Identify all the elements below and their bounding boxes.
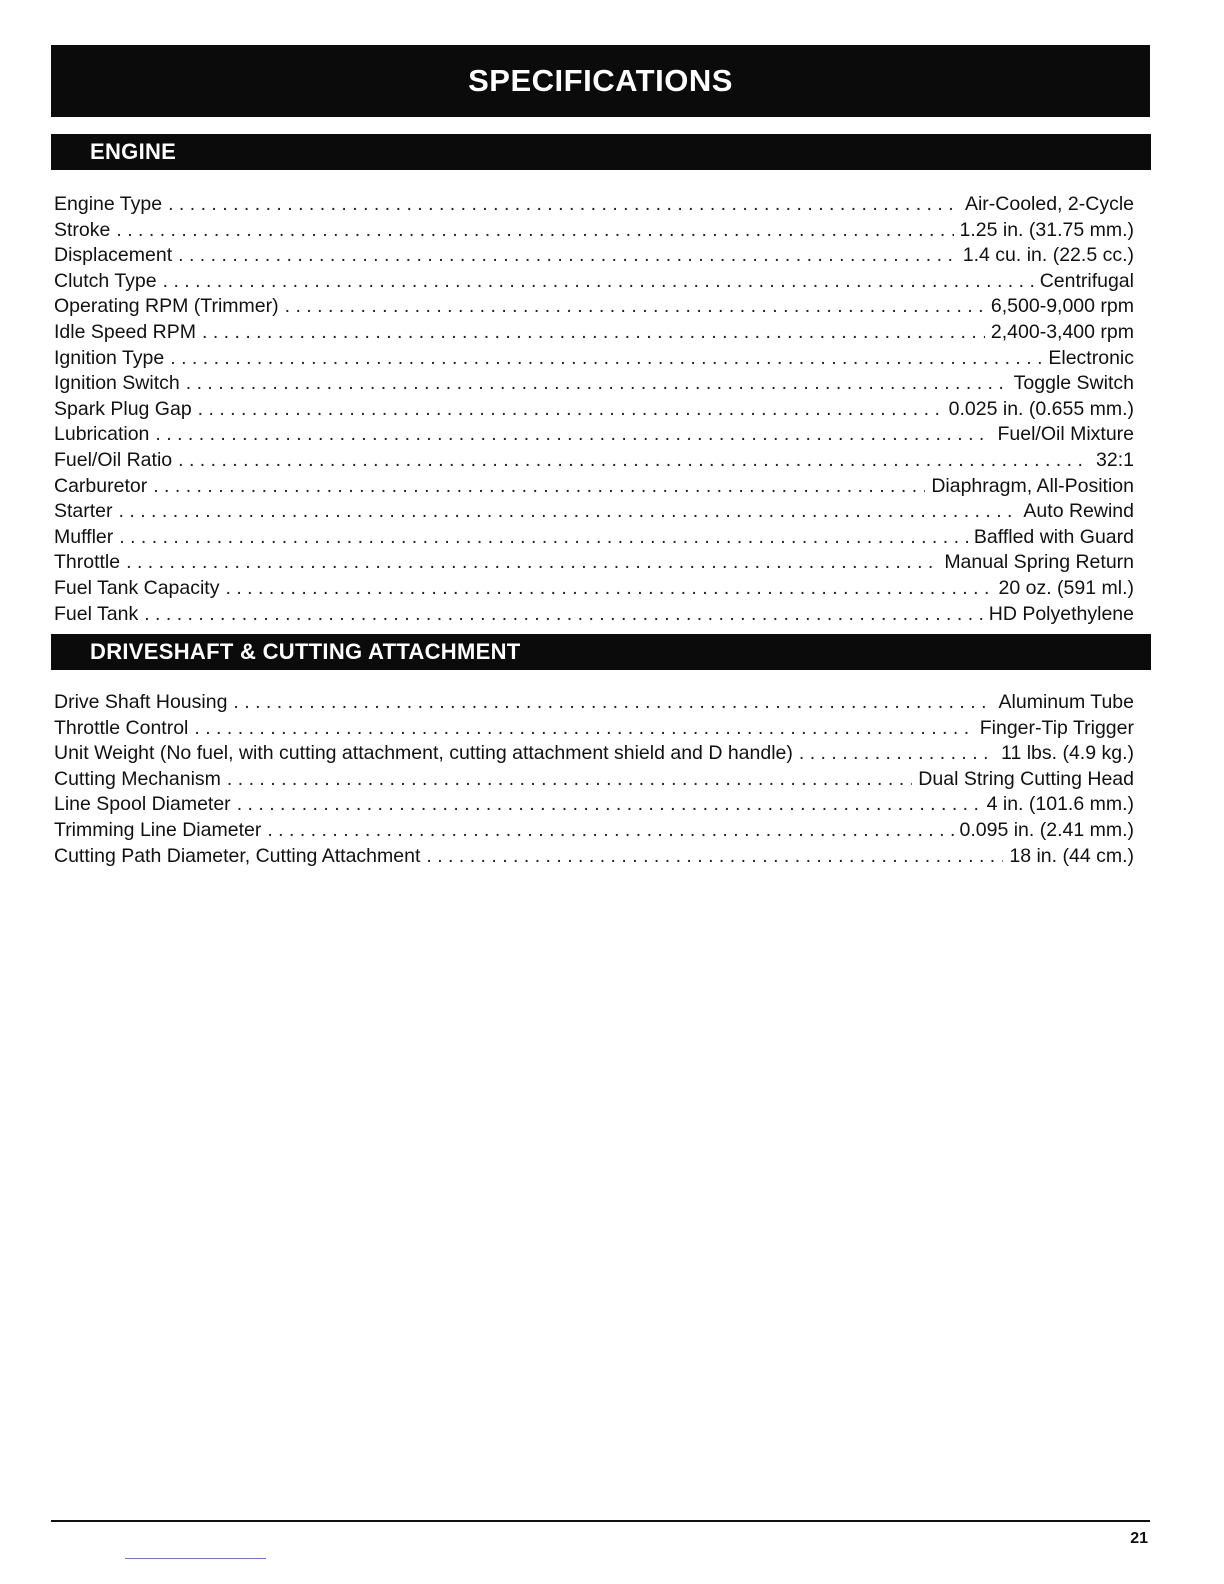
- page-title: SPECIFICATIONS: [51, 45, 1150, 117]
- dot-leader: [119, 499, 1018, 525]
- spec-label: Clutch Type: [54, 269, 157, 292]
- spec-value: Baffled with Guard: [973, 525, 1134, 548]
- dot-leader: [116, 218, 953, 244]
- dot-leader: [198, 397, 943, 423]
- spec-label: Line Spool Diameter: [54, 793, 231, 816]
- dot-leader: [237, 792, 981, 818]
- spec-row: [54, 422, 1134, 448]
- dot-leader: [426, 844, 1003, 870]
- spec-row: [54, 243, 1134, 269]
- dot-leader: [267, 818, 953, 844]
- spec-value: 1.4 cu. in. (22.5 cc.): [962, 244, 1134, 267]
- spec-label: Cutting Path Diameter, Cutting Attachment: [54, 844, 421, 867]
- spec-value: 20 oz. (591 ml.): [998, 576, 1134, 599]
- spec-row: [54, 192, 1134, 218]
- spec-label: Fuel/Oil Ratio: [54, 448, 173, 471]
- spec-label: Trimming Line Diameter: [54, 818, 262, 841]
- spec-value: 11 lbs. (4.9 kg.): [1001, 742, 1134, 765]
- spec-label: Engine Type: [54, 193, 163, 215]
- spec-label: Unit Weight (No fuel, with cutting attachment, cutting attachment shield and D handle): [54, 742, 793, 765]
- spec-label: Throttle Control: [54, 716, 189, 739]
- dot-leader: [225, 576, 992, 602]
- spec-row: [54, 690, 1134, 716]
- dot-leader: [119, 525, 968, 551]
- dot-leader: [163, 269, 1034, 295]
- spec-row: [54, 474, 1134, 500]
- dot-leader: [202, 320, 985, 346]
- spec-row: [54, 550, 1134, 576]
- spec-label: Lubrication: [54, 423, 150, 446]
- spec-value: Manual Spring Return: [944, 551, 1134, 574]
- spec-value: 4 in. (101.6 mm.): [986, 793, 1134, 816]
- spec-label: Ignition Switch: [54, 372, 180, 395]
- spec-row: [54, 371, 1134, 397]
- dot-leader: [126, 550, 938, 576]
- spec-value: Toggle Switch: [1013, 372, 1134, 395]
- dot-leader: [155, 422, 991, 448]
- spec-value: 0.095 in. (2.41 mm.): [959, 818, 1134, 841]
- spec-label: Starter: [54, 500, 113, 523]
- spec-label: Throttle: [54, 551, 121, 574]
- spec-row: [54, 218, 1134, 244]
- spec-row: [54, 576, 1134, 602]
- section-heading-engine: ENGINE: [51, 134, 1151, 170]
- spec-row: [54, 397, 1134, 423]
- spec-value: 18 in. (44 cm.): [1009, 844, 1134, 867]
- spec-label: Muffler: [54, 525, 114, 548]
- page-number: 21: [1130, 1530, 1148, 1547]
- dot-leader: [194, 716, 973, 742]
- spec-label: Ignition Type: [54, 346, 165, 369]
- spec-row: [54, 499, 1134, 525]
- spec-row: [54, 844, 1134, 870]
- spec-value: Fuel/Oil Mixture: [997, 423, 1134, 446]
- dot-leader: [170, 346, 1042, 372]
- spec-row: [54, 767, 1134, 793]
- spec-row: [54, 716, 1134, 742]
- footer-rule: [51, 1520, 1150, 1522]
- dot-leader: [178, 448, 1090, 474]
- spec-label: Carburetor: [54, 474, 148, 497]
- spec-row: [54, 741, 1134, 767]
- dot-leader: [153, 474, 925, 500]
- spec-value: 1.25 in. (31.75 mm.): [959, 218, 1134, 241]
- dot-leader: [168, 192, 959, 218]
- spec-row: [54, 346, 1134, 372]
- dot-leader: [233, 690, 992, 716]
- spec-label: Fuel Tank: [54, 602, 139, 625]
- spec-row: [54, 294, 1134, 320]
- spec-row: [54, 602, 1134, 628]
- spec-value: HD Polyethylene: [988, 602, 1134, 625]
- dot-leader: [285, 294, 985, 320]
- spec-row: [54, 320, 1134, 346]
- spec-row: [54, 818, 1134, 844]
- spec-value: 2,400-3,400 rpm: [990, 320, 1134, 343]
- spec-label: Drive Shaft Housing: [54, 691, 228, 713]
- spec-label: Displacement: [54, 244, 173, 267]
- spec-value: 32:1: [1096, 448, 1134, 471]
- spec-value: Centrifugal: [1039, 269, 1134, 292]
- spec-label: Idle Speed RPM: [54, 320, 196, 343]
- spec-value: Electronic: [1048, 346, 1134, 369]
- spec-value: 6,500-9,000 rpm: [990, 295, 1134, 318]
- driveshaft-spec-list: [54, 690, 1134, 869]
- spec-row: [54, 525, 1134, 551]
- spec-value: Diaphragm, All-Position: [931, 474, 1134, 497]
- spec-value: Air-Cooled, 2-Cycle: [964, 193, 1134, 215]
- spec-value: Auto Rewind: [1023, 500, 1134, 523]
- spec-label: Stroke: [54, 218, 111, 241]
- spec-label: Operating RPM (Trimmer): [54, 295, 279, 318]
- dot-leader: [799, 741, 995, 767]
- dot-leader: [178, 243, 957, 269]
- dot-leader: [186, 371, 1008, 397]
- spec-row: [54, 792, 1134, 818]
- spec-value: Finger-Tip Trigger: [979, 716, 1134, 739]
- divider: [125, 1558, 266, 1559]
- spec-value: Dual String Cutting Head: [918, 767, 1134, 790]
- spec-label: Spark Plug Gap: [54, 397, 192, 420]
- engine-spec-list: [54, 192, 1134, 627]
- spec-label: Fuel Tank Capacity: [54, 576, 220, 599]
- spec-label: Cutting Mechanism: [54, 767, 221, 790]
- spec-value: 0.025 in. (0.655 mm.): [948, 397, 1134, 420]
- spec-value: Aluminum Tube: [998, 691, 1134, 713]
- dot-leader: [144, 602, 983, 628]
- spec-row: [54, 269, 1134, 295]
- dot-leader: [227, 767, 912, 793]
- section-heading-driveshaft: DRIVESHAFT & CUTTING ATTACHMENT: [51, 634, 1151, 670]
- spec-row: [54, 448, 1134, 474]
